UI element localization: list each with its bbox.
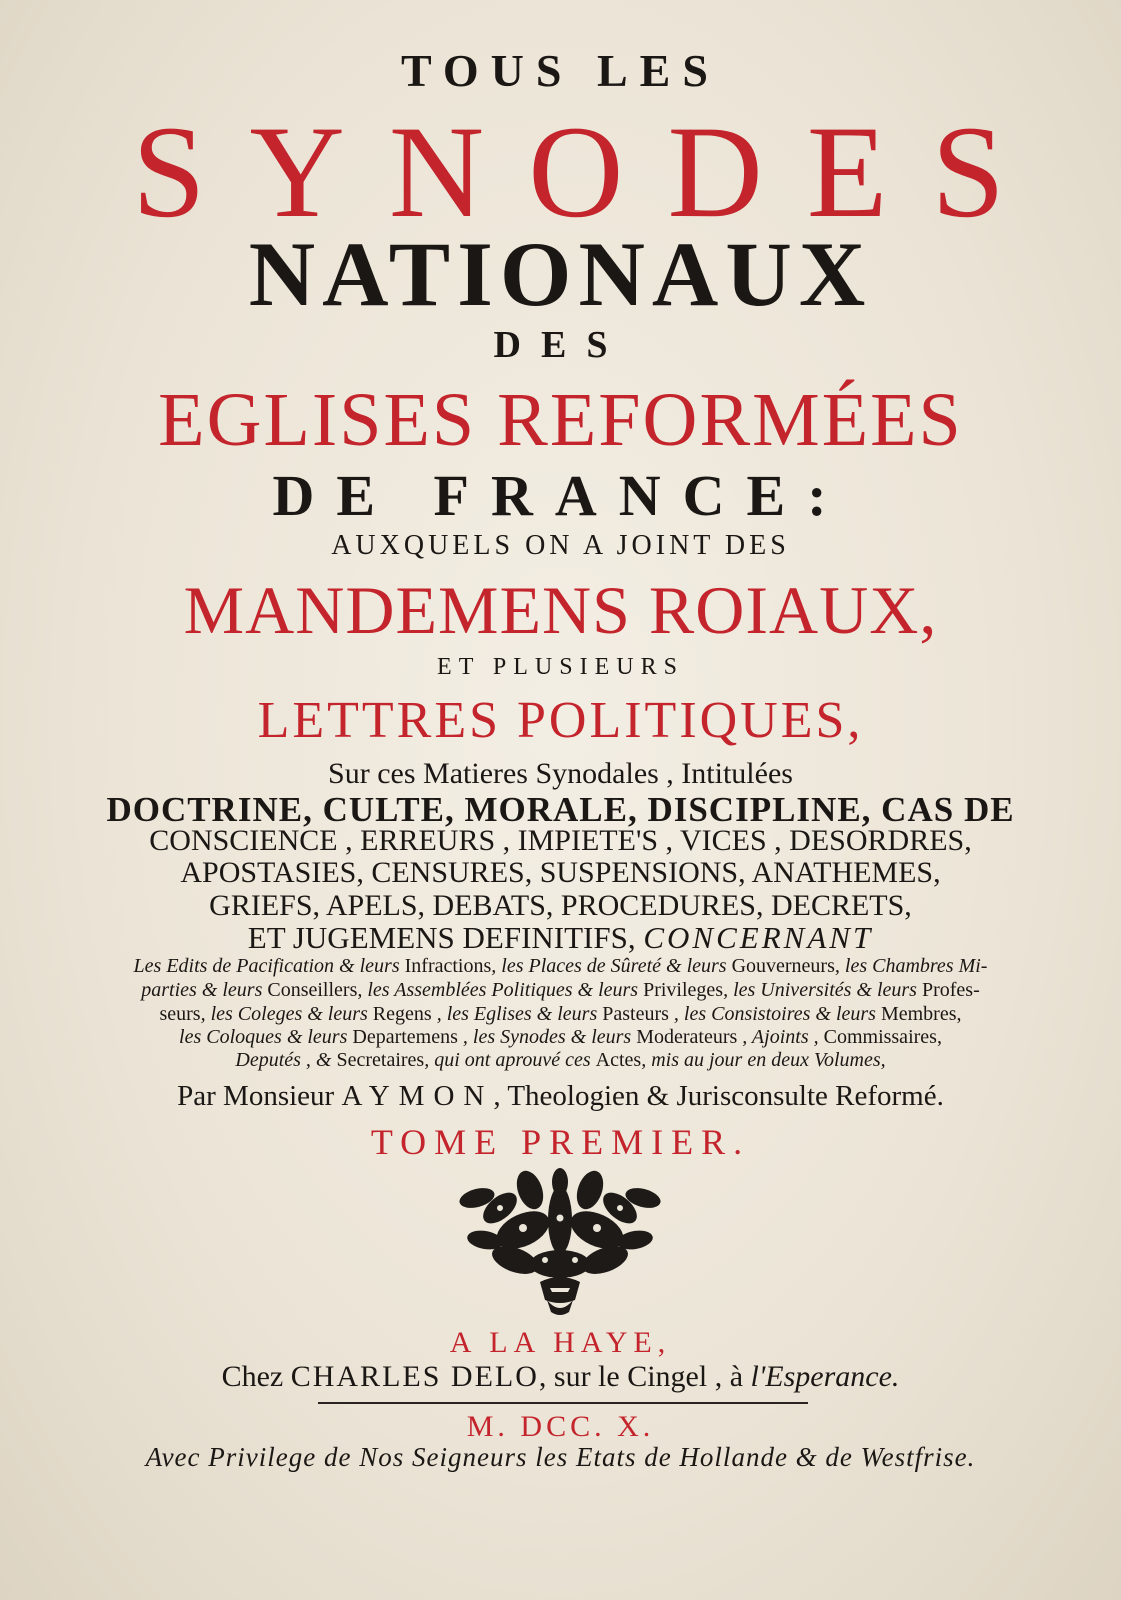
paragraph-segment: Infractions <box>404 955 492 977</box>
author-line <box>0 1082 1121 1111</box>
heading-synodes: SYNODES <box>132 98 1049 245</box>
text-concernant: CONCERNANT <box>643 920 874 955</box>
paragraph-segment: Pasteurs <box>602 1003 669 1025</box>
paragraph-segment: Membres, <box>880 1003 962 1025</box>
paragraph-segment: Commissaires, <box>823 1026 942 1048</box>
date-line: M. DCC. X. <box>466 1410 655 1443</box>
imprint-prefix: Chez <box>221 1360 291 1393</box>
subheading-auxquels: AUXQUELS ON A JOINT DES <box>331 530 790 561</box>
paragraph-segment: , qui ont aprouvé ces <box>424 1049 596 1071</box>
text-conscience-line: CONSCIENCE , ERREURS , IMPIETE'S , VICES , DESORDRES, <box>149 824 972 857</box>
paragraph-segment: , les Universités & leurs <box>723 979 922 1001</box>
place-a-la-haye: A LA HAYE, <box>449 1326 672 1359</box>
author-name: AYMON <box>341 1080 494 1112</box>
paragraph-segment: Secretaires <box>336 1049 425 1071</box>
imprint-line <box>0 1362 1121 1392</box>
paragraph-line-4 <box>0 1027 1121 1047</box>
heading-des: DES <box>493 324 628 366</box>
paragraph-segment: Actes <box>595 1049 642 1071</box>
text-jugemens: ET JUGEMENS DEFINITIFS, <box>247 920 644 955</box>
text-sur-ces-matieres: Sur ces Matieres Synodales , Intitulées <box>328 757 793 790</box>
paragraph-segment: Deputés , & <box>235 1049 337 1071</box>
paragraph-line-5 <box>0 1050 1121 1070</box>
tome-premier: TOME PREMIER. <box>370 1122 751 1162</box>
paragraph-line-2 <box>0 980 1121 1000</box>
paragraph-segment: Conseillers <box>267 979 358 1001</box>
paragraph-segment: , les Places de Sûreté & leurs <box>491 955 732 977</box>
heading-mandemens-roiaux: MANDEMENS ROIAUX, <box>183 572 938 648</box>
author-suffix: , Theologien & Jurisconsulte Reformé. <box>493 1080 944 1112</box>
imprint-printer: CHARLES DELO <box>290 1360 539 1393</box>
heading-nationaux: NATIONAUX <box>248 223 873 325</box>
imprint-sign: l'Esperance. <box>750 1360 900 1393</box>
paragraph-segment: , les Synodes & leurs <box>457 1026 637 1048</box>
paragraph-segment: Departemens <box>352 1026 458 1048</box>
text-doctrine-line: DOCTRINE, CULTE, MORALE, DISCIPLINE, CAS DE <box>106 790 1015 829</box>
paragraph-segment: , les Chambres Mi- <box>834 955 988 977</box>
heading-tous-les: TOUS LES <box>401 45 720 96</box>
paragraph-segment: Regens <box>372 1003 432 1025</box>
paragraph-segment: , Ajoints , <box>737 1026 824 1048</box>
paragraph-segment: Privileges <box>643 979 724 1001</box>
floral-basket-ornament-icon <box>445 1160 675 1318</box>
paragraph-segment: Moderateurs <box>636 1026 738 1048</box>
paragraph-segment: , les Coleges & leurs <box>200 1003 373 1025</box>
heading-lettres-politiques: LETTRES POLITIQUES, <box>257 692 864 749</box>
paragraph-segment: les Coloques & leurs <box>179 1026 353 1048</box>
paragraph-segment: parties & leurs <box>141 979 268 1001</box>
heading-de-france: DE FRANCE: <box>272 463 849 528</box>
heading-eglises-reformees: EGLISES REFORMÉES <box>158 378 963 462</box>
author-prefix: Par Monsieur <box>177 1080 342 1112</box>
paragraph-segment: Les Edits de Pacification & leurs <box>133 955 405 977</box>
divider-rule <box>318 1402 808 1404</box>
paragraph-line-1 <box>0 956 1121 976</box>
text-jugemens-line <box>0 922 1121 953</box>
paragraph-segment: , les Assemblées Politiques & leurs <box>357 979 644 1001</box>
imprint-address: , sur le Cingel , à <box>538 1360 751 1393</box>
paragraph-line-3 <box>0 1004 1121 1024</box>
paragraph-segment: seurs <box>159 1003 201 1025</box>
paragraph-segment: Profes- <box>921 979 980 1001</box>
privilege-line: Avec Privilege de Nos Seigneurs les Etats de Hollande & de Westfrise. <box>145 1442 976 1472</box>
paragraph-segment: , mis au jour en deux Volumes, <box>641 1049 886 1071</box>
paragraph-segment: , les Consistoires & leurs <box>668 1003 881 1025</box>
text-griefs-line: GRIEFS, APELS, DEBATS, PROCEDURES, DECRETS, <box>209 889 912 922</box>
paragraph-segment: Gouverneurs <box>731 955 835 977</box>
paragraph-segment: , les Eglises & leurs <box>431 1003 603 1025</box>
text-apostasies-line: APOSTASIES, CENSURES, SUSPENSIONS, ANATHEMES, <box>180 856 941 889</box>
subheading-et-plusieurs: ET PLUSIEURS <box>437 654 684 680</box>
